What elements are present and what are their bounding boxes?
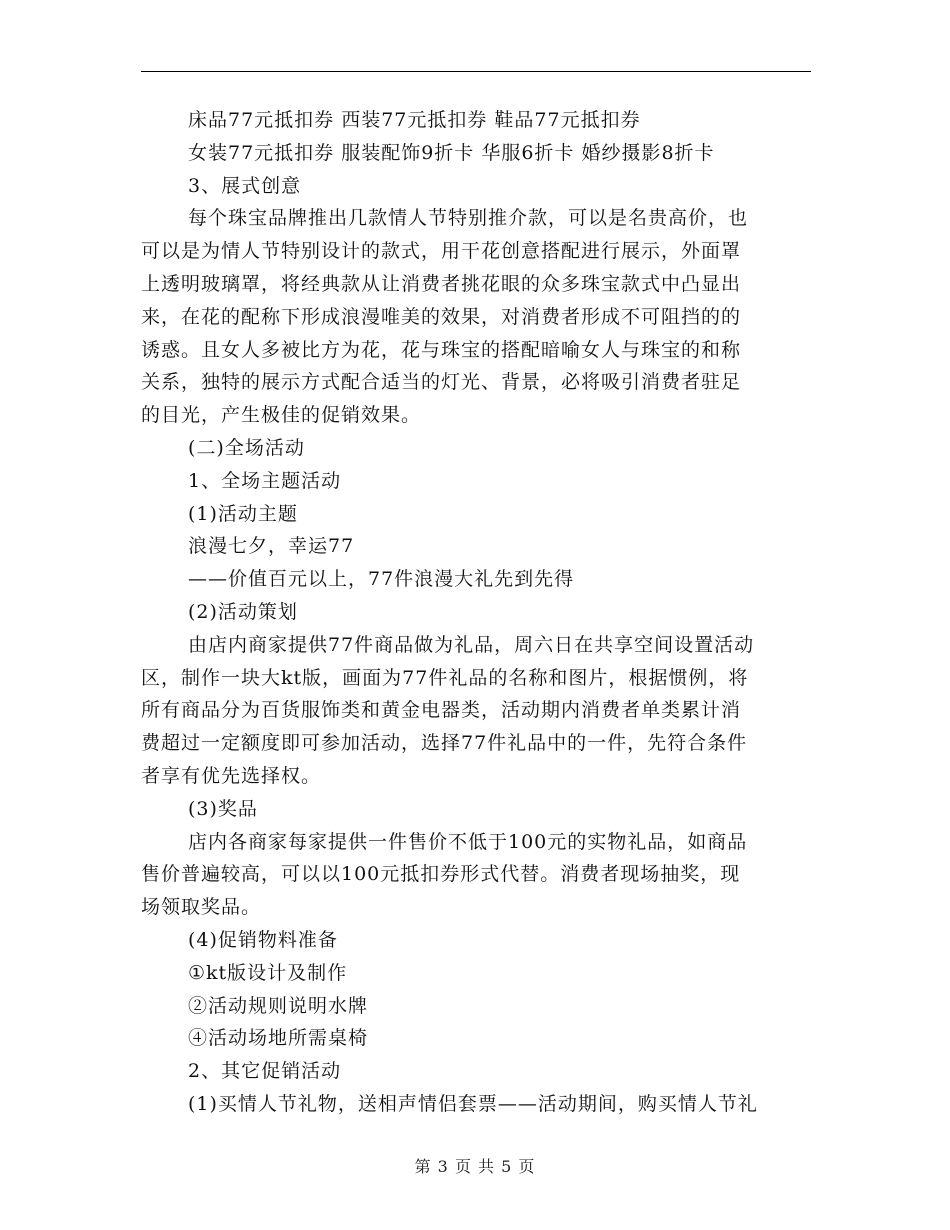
text-line: 女装77元抵扣券 服装配饰9折卡 华服6折卡 婚纱摄影8折卡 [188, 141, 715, 164]
text-line: 床品77元抵扣券 西装77元抵扣券 鞋品77元抵扣券 [188, 109, 641, 131]
text-line: (二)全场活动 [188, 436, 305, 459]
page-footer: 第 3 页 共 5 页 [414, 1157, 536, 1176]
document-body [141, 104, 811, 1121]
text-line: (1)活动主题 [188, 502, 298, 525]
text-line: (1)买情人节礼物，送相声情侣套票——活动期间，购买情人节礼 [188, 1092, 758, 1115]
text-line: 费超过一定额度即可参加活动，选择77件礼品中的一件，先符合条件 [141, 732, 748, 755]
text-line: (2)活动策划 [188, 600, 298, 623]
text-line: 由店内商家提供77件商品做为礼品，周六日在共享空间设置活动 [188, 633, 755, 656]
text-line: 售价普遍较高，可以以100元抵扣券形式代替。消费者现场抽奖，现 [141, 863, 741, 886]
text-line: ——价值百元以上，77件浪漫大礼先到先得 [188, 568, 575, 591]
header-rule [141, 71, 811, 72]
text-line: 上透明玻璃罩，将经典款从让消费者挑花眼的众多珠宝款式中凸显出 [141, 272, 742, 295]
text-line: 浪漫七夕，幸运77 [188, 535, 355, 558]
text-line: 者享有优先选择权。 [141, 764, 322, 787]
text-line: 诱惑。且女人多被比方为花，花与珠宝的搭配暗喻女人与珠宝的和称 [141, 338, 742, 361]
text-line: ①kt版设计及制作 [188, 961, 348, 984]
text-line: 关系，独特的展示方式配合适当的灯光、背景，必将吸引消费者驻足 [141, 371, 742, 394]
text-line: 3、展式创意 [188, 174, 302, 197]
text-line: (3)奖品 [188, 797, 258, 820]
text-line: 可以是为情人节特别设计的款式，用干花创意搭配进行展示，外面罩 [141, 240, 742, 263]
text-line: (4)促销物料准备 [188, 928, 338, 951]
text-line: 场领取奖品。 [141, 896, 262, 919]
text-line: 1、全场主题活动 [188, 469, 342, 492]
text-line: 店内各商家每家提供一件售价不低于100元的实物礼品，如商品 [188, 830, 748, 853]
text-line: 的目光，产生极佳的促销效果。 [141, 404, 422, 427]
text-line: 所有商品分为百货服饰类和黄金电器类，活动期内消费者单类累计消 [141, 699, 742, 722]
text-line: 每个珠宝品牌推出几款情人节特别推介款，可以是名贵高价，也 [188, 207, 749, 230]
text-line: 区，制作一块大kt版，画面为77件礼品的名称和图片，根据惯例，将 [141, 666, 749, 689]
text-line: 来，在花的配称下形成浪漫唯美的效果，对消费者形成不可阻挡的的 [141, 305, 742, 328]
text-line: ④活动场地所需桌椅 [188, 1027, 369, 1050]
text-line: ②活动规则说明水牌 [188, 994, 369, 1017]
text-line: 2、其它促销活动 [188, 1060, 342, 1083]
